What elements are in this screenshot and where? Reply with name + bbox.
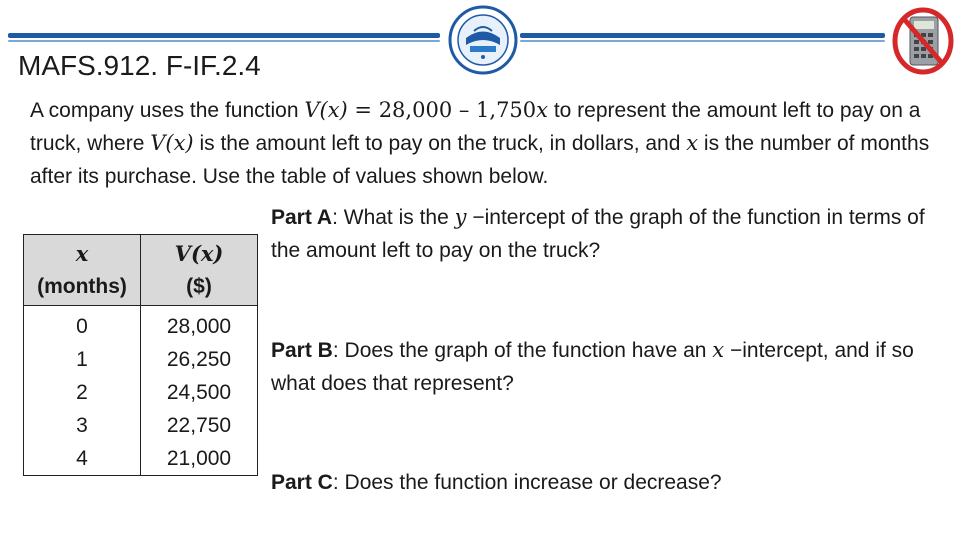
table-cell-x: 4 [24, 442, 141, 476]
table-row [24, 306, 258, 344]
variable-x: x [536, 98, 548, 122]
table-cell-x: 3 [24, 409, 141, 442]
intro-text-1: A company uses the function [30, 99, 305, 122]
values-table [23, 234, 258, 476]
school-district-seal-icon [448, 5, 518, 75]
function-notation: V(x) [304, 98, 348, 122]
part-a-text-1: : What is the [332, 206, 455, 229]
column-header-x-unit: (months) [37, 275, 127, 298]
part-c-question [271, 466, 941, 499]
table-cell-v: 26,250 [141, 343, 258, 376]
part-c-label: Part C [271, 471, 333, 494]
part-c-text-1: : Does the function increase or decrease? [332, 471, 722, 494]
no-calculator-icon [892, 7, 954, 75]
intro-text-4: is the number of months after its purchase. Use the table of values shown below. [30, 132, 930, 188]
header-bar-left [8, 33, 440, 38]
table-cell-v: 21,000 [141, 442, 258, 476]
variable-x-2: x [686, 131, 699, 155]
part-b-label: Part B [271, 339, 333, 362]
table-cell-x: 1 [24, 343, 141, 376]
function-equation: = 28,000 – 1,750 [347, 98, 537, 122]
part-b-text-1: : Does the graph of the function have an [332, 339, 713, 362]
part-a-variable: y [454, 205, 467, 229]
table-cell-v: 28,000 [141, 306, 258, 344]
part-a-question [271, 201, 941, 267]
column-header-x-var: x [75, 241, 89, 266]
part-b-text-2: −intercept, and if so what does that represent? [271, 339, 914, 395]
function-notation-2: V(x) [150, 131, 194, 155]
header-bar-left-accent [8, 40, 440, 42]
header-bar-right-accent [520, 40, 885, 42]
table-row [24, 442, 258, 476]
part-a-text-2: −intercept of the graph of the function in terms of the amount left to pay on the truck? [271, 206, 925, 262]
table-cell-v: 24,500 [141, 376, 258, 409]
table-row [24, 376, 258, 409]
standard-code-title: MAFS.912. F-IF.2.4 [18, 50, 261, 81]
table-cell-x: 2 [24, 376, 141, 409]
table-row [24, 343, 258, 376]
problem-statement [30, 94, 930, 193]
part-b-variable: x [712, 338, 725, 362]
intro-text-3: is the amount left to pay on the truck, in dollars, and [193, 132, 687, 155]
table-row [24, 409, 258, 442]
column-header-v-unit: ($) [186, 275, 212, 298]
column-header-v [141, 235, 258, 306]
table-cell-x: 0 [24, 306, 141, 344]
column-header-v-var: V(x) [174, 241, 224, 266]
part-b-question [271, 334, 941, 400]
header-bar-right [520, 33, 885, 38]
part-a-label: Part A [271, 206, 333, 229]
table-cell-v: 22,750 [141, 409, 258, 442]
intro-text-2: to represent the amount left to pay on a truck, where [30, 99, 921, 155]
column-header-x [24, 235, 141, 306]
